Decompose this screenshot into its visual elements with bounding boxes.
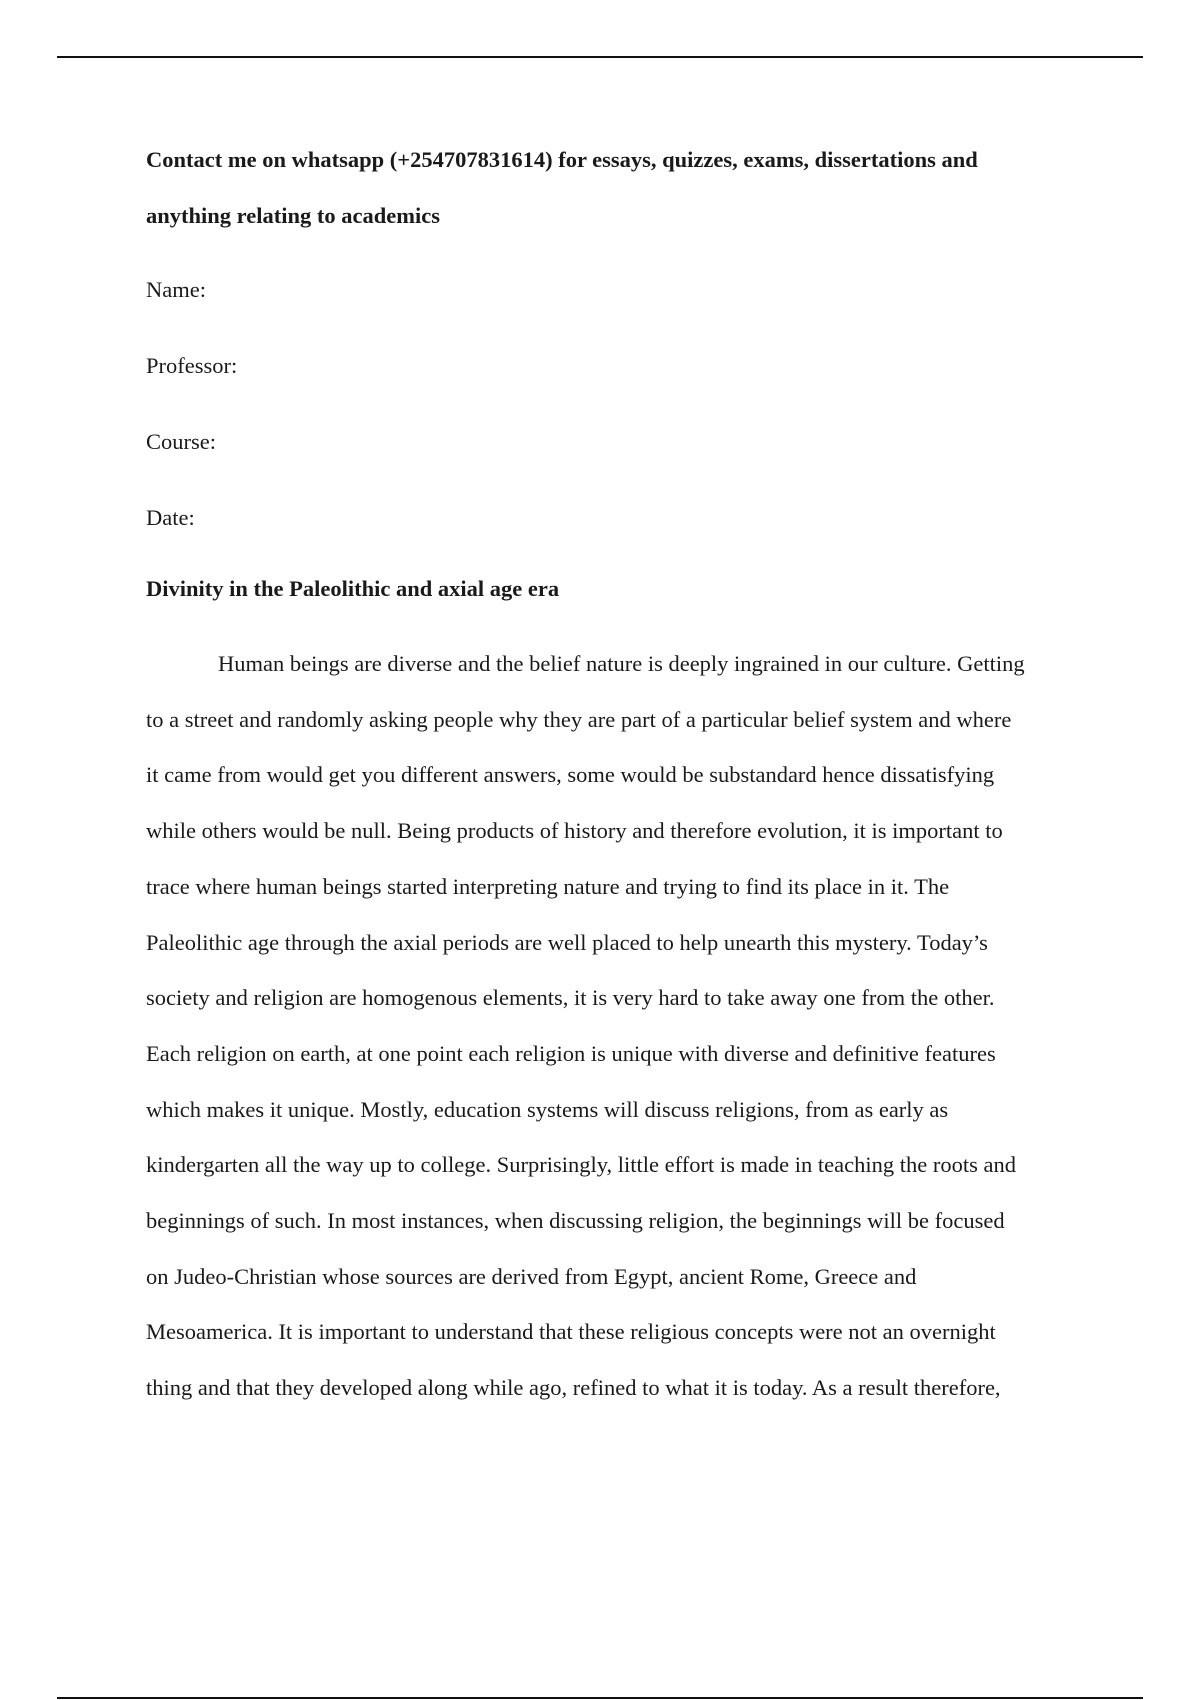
essay-title: Divinity in the Paleolithic and axial age era (146, 576, 560, 602)
body-line: trace where human beings started interpreting nature and trying to find its place in it. The (146, 873, 950, 899)
professor-field-label: Professor: (146, 353, 238, 379)
body-line: while others would be null. Being products of history and therefore evolution, it is important to (146, 818, 1003, 844)
contact-notice (146, 132, 1086, 243)
body-line: society and religion are homogenous elements, it is very hard to take away one from the other. (146, 985, 995, 1011)
body-line: it came from would get you different answers, some would be substandard hence dissatisfying (146, 762, 995, 788)
body-line: Paleolithic age through the axial periods are well placed to help unearth this mystery. Today’s (146, 929, 988, 955)
body-line: which makes it unique. Mostly, education systems will discuss religions, from as early as (146, 1096, 949, 1122)
body-line: kindergarten all the way up to college. Surprisingly, little effort is made in teaching the roots and (146, 1152, 1016, 1178)
body-line: on Judeo-Christian whose sources are derived from Egypt, ancient Rome, Greece and (146, 1263, 917, 1289)
body-line: Human beings are diverse and the belief nature is deeply ingrained in our culture. Getting (218, 651, 1025, 677)
document-body (146, 132, 1086, 1416)
date-field-label: Date: (146, 505, 195, 531)
body-line: beginnings of such. In most instances, when discussing religion, the beginnings will be focused (146, 1207, 1005, 1233)
body-line: to a street and randomly asking people why they are part of a particular belief system and where (146, 706, 1012, 732)
course-field-label: Course: (146, 429, 216, 455)
body-paragraph (146, 636, 1086, 1416)
body-line: thing and that they developed along while ago, refined to what it is today. As a result therefore, (146, 1375, 1001, 1400)
name-field-label: Name: (146, 277, 206, 303)
body-line: Mesoamerica. It is important to understand that these religious concepts were not an overnight (146, 1319, 996, 1345)
contact-notice-line-2: anything relating to academics (146, 202, 440, 228)
contact-notice-line-1: Contact me on whatsapp (+254707831614) for essays, quizzes, exams, dissertations and (146, 147, 978, 172)
header-rule (57, 56, 1143, 58)
body-line: Each religion on earth, at one point each religion is unique with diverse and definitive features (146, 1040, 996, 1066)
footer-rule (57, 1697, 1143, 1699)
